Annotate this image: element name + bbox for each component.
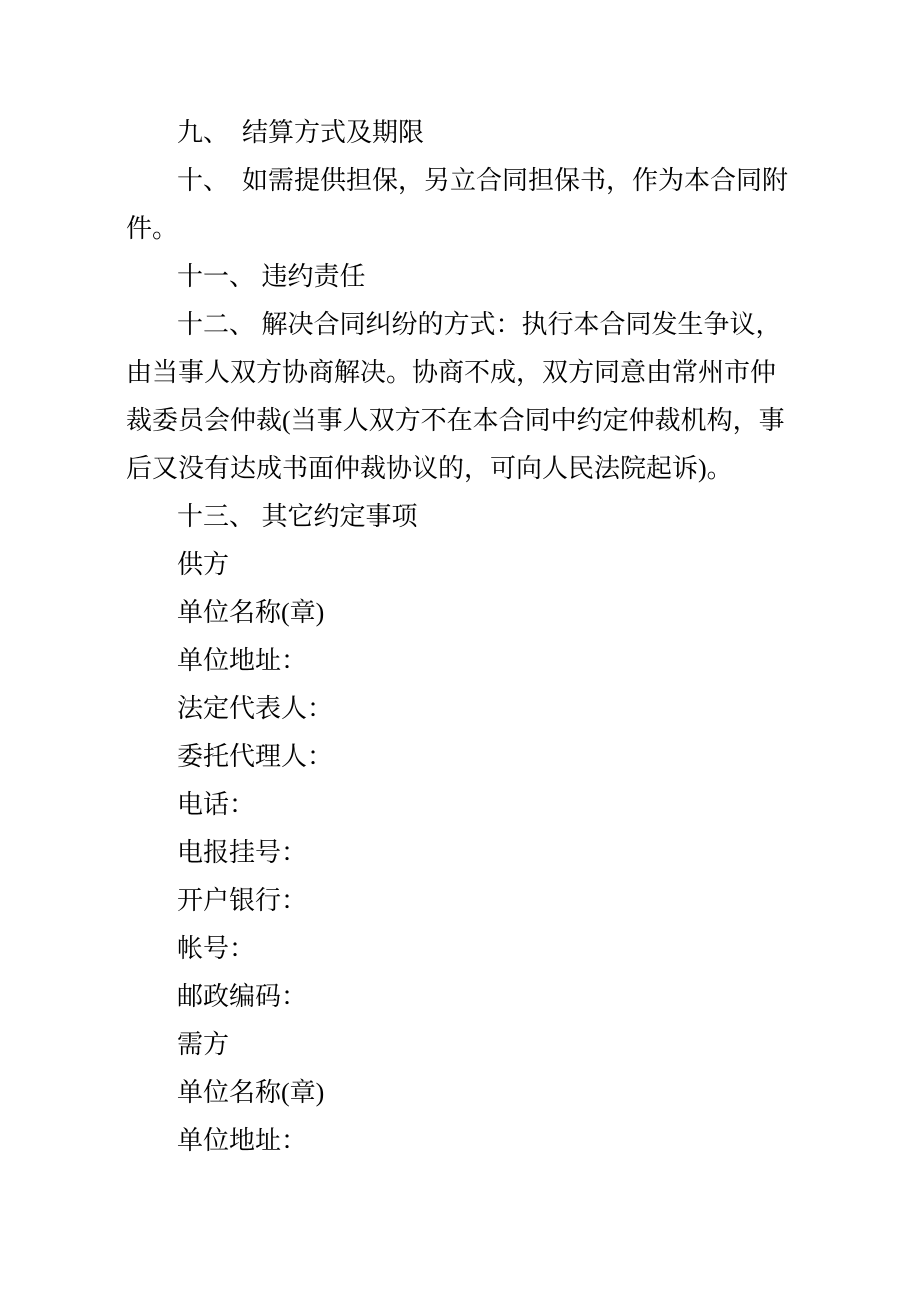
- supplier-entrusted-agent: 委托代理人：: [177, 742, 334, 771]
- supplier-telegraph-number: 电报挂号：: [177, 838, 308, 867]
- supplier-label: 供方: [177, 550, 230, 579]
- clause-10-text-line-1: 十、 如需提供担保，另立合同担保书，作为本合同附: [177, 166, 789, 195]
- clause-12-text-line-2: 由当事人双方协商解决。协商不成，双方同意由常州市仲: [126, 358, 777, 387]
- clause-12-text-line-3: 裁委员会仲裁(当事人双方不在本合同中约定仲裁机构，事: [126, 406, 785, 435]
- supplier-account-number: 帐号：: [177, 934, 256, 963]
- clause-11-heading: 十一、 违约责任: [177, 262, 366, 291]
- supplier-legal-representative: 法定代表人：: [177, 694, 334, 723]
- supplier-phone: 电话：: [177, 790, 256, 819]
- clause-12-text-line-4: 后又没有达成书面仲裁协议的，可向人民法院起诉)。: [126, 454, 733, 483]
- supplier-unit-name-seal: 单位名称(章): [177, 598, 325, 627]
- buyer-unit-address: 单位地址：: [177, 1126, 308, 1155]
- supplier-postal-code: 邮政编码：: [177, 982, 308, 1011]
- clause-10-text-line-2: 件。: [126, 214, 179, 243]
- clause-9-heading: 九、 结算方式及期限: [177, 118, 425, 147]
- clause-12-text-line-1: 十二、 解决合同纠纷的方式：执行本合同发生争议，: [177, 310, 782, 339]
- clause-13-heading: 十三、 其它约定事项: [177, 502, 418, 531]
- buyer-label: 需方: [177, 1030, 230, 1059]
- supplier-bank: 开户银行：: [177, 886, 308, 915]
- supplier-unit-address: 单位地址：: [177, 646, 308, 675]
- buyer-unit-name-seal: 单位名称(章): [177, 1078, 325, 1107]
